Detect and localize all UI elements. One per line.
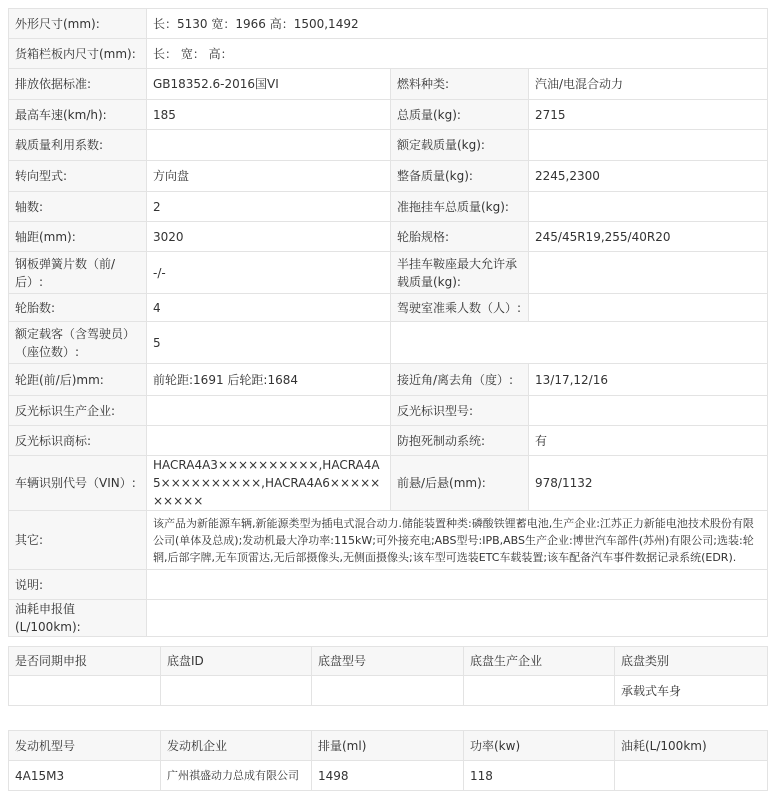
chassis-row (9, 676, 768, 706)
trailer-value (529, 192, 768, 222)
loadutil-label: 载质量利用系数: (9, 130, 147, 161)
engine-cell: 广州祺盛动力总成有限公司 (161, 761, 312, 791)
engine-header-cell: 油耗(L/100km) (615, 731, 768, 761)
engine-cell (615, 761, 768, 791)
saddle-label: 半挂车鞍座最大允许承载质量(kg): (391, 252, 529, 294)
steering-value: 方向盘 (147, 161, 391, 192)
totalmass-label: 总质量(kg): (391, 100, 529, 130)
angle-label: 接近角/离去角（度）: (391, 364, 529, 396)
fuel-value: 汽油/电混合动力 (529, 69, 768, 100)
totalmass-value: 2715 (529, 100, 768, 130)
cab-label: 驾驶室准乘人数（人）: (391, 294, 529, 322)
abs-label: 防抱死制动系统: (391, 426, 529, 456)
chassis-cell (312, 676, 464, 706)
seats-blank (391, 322, 768, 364)
axles-label: 轴数: (9, 192, 147, 222)
fuelcons-value (147, 600, 768, 637)
chassis-cell (9, 676, 161, 706)
spec-row (9, 161, 768, 192)
engine-header-cell: 发动机企业 (161, 731, 312, 761)
spec-row (9, 222, 768, 252)
abs-value: 有 (529, 426, 768, 456)
cargo-value: 长： 宽： 高： (147, 39, 768, 69)
spec-row (9, 364, 768, 396)
note-label: 说明: (9, 570, 147, 600)
fuelcons-label: 油耗申报值(L/100km): (9, 600, 147, 637)
emission-value: GB18352.6-2016国VI (147, 69, 391, 100)
overhang-label: 前悬/后悬(mm): (391, 456, 529, 511)
chassis-cell: 承载式车身 (615, 676, 768, 706)
spec-row (9, 39, 768, 69)
spec-row (9, 511, 768, 570)
engine-header-cell: 功率(kw) (464, 731, 615, 761)
chassis-cell (464, 676, 615, 706)
chassis-table (8, 646, 768, 706)
reflect-mfr-label: 反光标识生产企业: (9, 396, 147, 426)
other-value: 该产品为新能源车辆,新能源类型为插电式混合动力.储能装置种类:磷酸铁锂蓄电池,生产企业:江苏正力新能电池技术股份有限公司(单体及总成);发动机最大净功率:115kW;可外接充电;ABS型号:IPB,ABS生产企业:博世汽车部件(苏州)有限公司;选装:轮辋,后部字牌,无车顶雷达,无后部摄像头,无侧面摄像头;该车型可选装ETC车载装置;该车配备汽车事件数据记录系统(EDR). (147, 511, 768, 570)
engine-cell: 118 (464, 761, 615, 791)
engine-table (8, 730, 768, 791)
ratedload-value (529, 130, 768, 161)
spec-row (9, 570, 768, 600)
vehicle-spec-table (8, 8, 768, 637)
maxspeed-value: 185 (147, 100, 391, 130)
note-value (147, 570, 768, 600)
size-value: 长：5130 宽：1966 高：1500,1492 (147, 9, 768, 39)
trailer-label: 准拖挂车总质量(kg): (391, 192, 529, 222)
seats-value: 5 (147, 322, 391, 364)
curb-value: 2245,2300 (529, 161, 768, 192)
engine-cell: 1498 (312, 761, 464, 791)
saddle-value (529, 252, 768, 294)
reflect-model-value (529, 396, 768, 426)
tire-value: 245/45R19,255/40R20 (529, 222, 768, 252)
spec-row (9, 322, 768, 364)
chassis-header-row (9, 647, 768, 676)
spec-row (9, 192, 768, 222)
spec-row (9, 252, 768, 294)
chassis-header-cell: 底盘生产企业 (464, 647, 615, 676)
chassis-header-cell: 是否同期申报 (9, 647, 161, 676)
reflect-brand-label: 反光标识商标: (9, 426, 147, 456)
spec-row (9, 600, 768, 637)
vin-label: 车辆识别代号（VIN）: (9, 456, 147, 511)
engine-header-row (9, 731, 768, 761)
tirecount-label: 轮胎数: (9, 294, 147, 322)
overhang-value: 978/1132 (529, 456, 768, 511)
emission-label: 排放依据标准: (9, 69, 147, 100)
chassis-cell (161, 676, 312, 706)
curb-label: 整备质量(kg): (391, 161, 529, 192)
maxspeed-label: 最高车速(km/h): (9, 100, 147, 130)
spec-row (9, 396, 768, 426)
reflect-mfr-value (147, 396, 391, 426)
size-label: 外形尺寸(mm): (9, 9, 147, 39)
chassis-header-cell: 底盘型号 (312, 647, 464, 676)
spec-row (9, 294, 768, 322)
axles-value: 2 (147, 192, 391, 222)
vin-value: HACRA4A3××××××××××,HACRA4A5××××××××××,HACRA4A6×××××××××× (147, 456, 391, 511)
tirecount-value: 4 (147, 294, 391, 322)
spec-row (9, 100, 768, 130)
engine-header-cell: 排量(ml) (312, 731, 464, 761)
spec-row (9, 456, 768, 511)
other-label: 其它: (9, 511, 147, 570)
spec-row (9, 9, 768, 39)
fuel-label: 燃料种类: (391, 69, 529, 100)
wheelbase-value: 3020 (147, 222, 391, 252)
ratedload-label: 额定载质量(kg): (391, 130, 529, 161)
spec-row (9, 69, 768, 100)
tire-label: 轮胎规格: (391, 222, 529, 252)
steering-label: 转向型式: (9, 161, 147, 192)
reflect-brand-value (147, 426, 391, 456)
spec-row (9, 130, 768, 161)
spec-row (9, 426, 768, 456)
engine-row (9, 761, 768, 791)
cargo-label: 货箱栏板内尺寸(mm): (9, 39, 147, 69)
spring-value: -/- (147, 252, 391, 294)
track-value: 前轮距:1691 后轮距:1684 (147, 364, 391, 396)
track-label: 轮距(前/后)mm: (9, 364, 147, 396)
spring-label: 钢板弹簧片数（前/后）: (9, 252, 147, 294)
chassis-header-cell: 底盘ID (161, 647, 312, 676)
cab-value (529, 294, 768, 322)
chassis-header-cell: 底盘类别 (615, 647, 768, 676)
loadutil-value (147, 130, 391, 161)
angle-value: 13/17,12/16 (529, 364, 768, 396)
engine-cell: 4A15M3 (9, 761, 161, 791)
reflect-model-label: 反光标识型号: (391, 396, 529, 426)
seats-label: 额定载客（含驾驶员）（座位数）: (9, 322, 147, 364)
wheelbase-label: 轴距(mm): (9, 222, 147, 252)
engine-header-cell: 发动机型号 (9, 731, 161, 761)
